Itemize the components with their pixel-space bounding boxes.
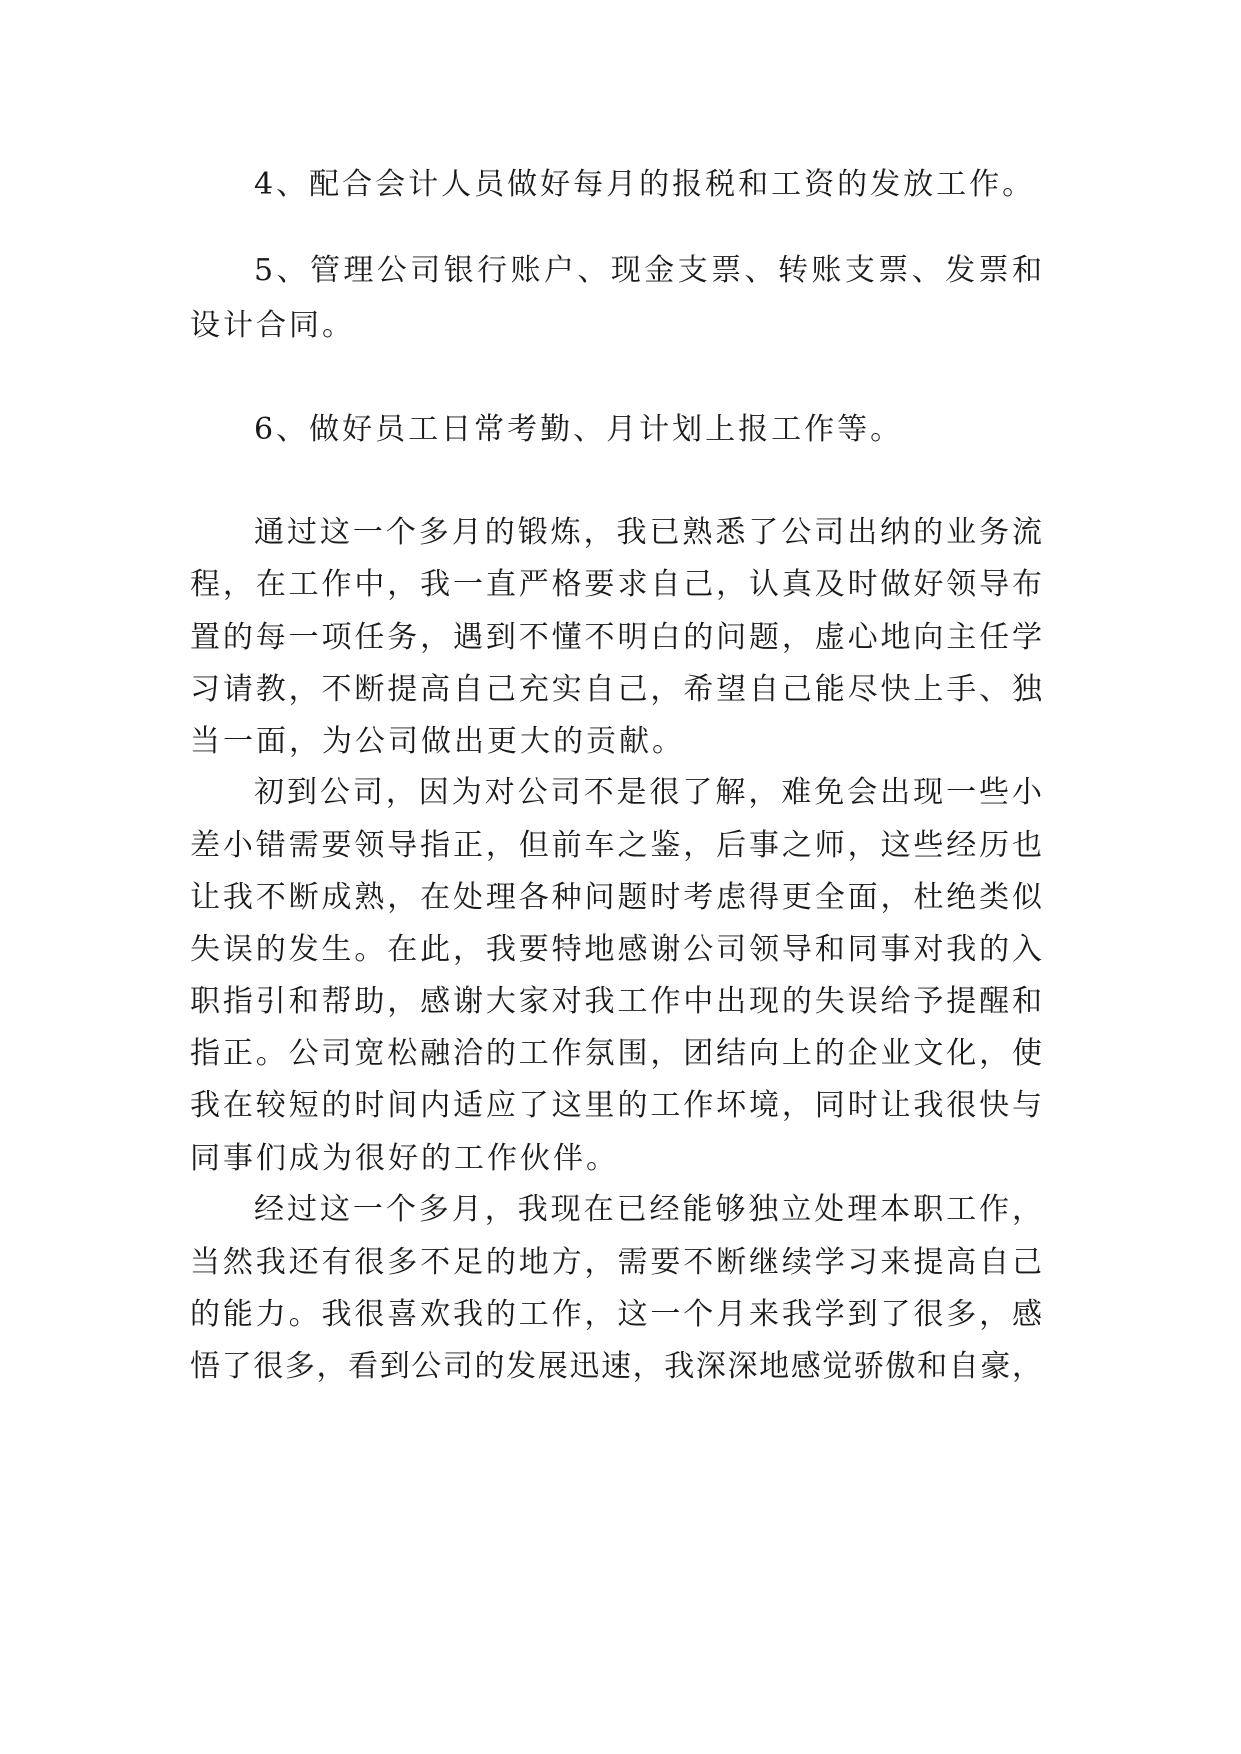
paragraph-1-line-5: 当一面，为公司做出更大的贡献。	[190, 724, 685, 759]
paragraph-3-line-3: 的能力。我很喜欢我的工作，这一个月来我学到了很多，感	[190, 1297, 1042, 1332]
paragraph-1-line-2: 程，在工作中，我一直严格要求自己，认真及时做好领导布	[190, 567, 1042, 602]
paragraph-2-line-3: 让我不断成熟，在处理各种问题时考虑得更全面，杜绝类似	[190, 880, 1042, 915]
list-item-6: 6、做好员工日常考勤、月计划上报工作等。	[254, 412, 904, 447]
paragraph-2-line-8: 同事们成为很好的工作伙伴。	[190, 1141, 619, 1176]
paragraph-1-line-4: 习请教，不断提高自己充实自己，希望自己能尽快上手、独	[190, 672, 1042, 707]
paragraph-2-line-2: 差小错需要领导指正，但前车之鉴，后事之师，这些经历也	[190, 828, 1042, 863]
paragraph-2-line-5: 职指引和帮助，感谢大家对我工作中出现的失误给予提醒和	[190, 984, 1042, 1019]
paragraph-1-line-3: 置的每一项任务，遇到不懂不明白的问题，虚心地向主任学	[190, 620, 1042, 655]
paragraph-2-line-4: 失误的发生。在此，我要特地感谢公司领导和同事对我的入	[190, 932, 1042, 967]
list-item-4: 4、配合会计人员做好每月的报税和工资的发放工作。	[254, 167, 1036, 202]
paragraph-2-line-7: 我在较短的时间内适应了这里的工作坏境，同时让我很快与	[190, 1088, 1042, 1123]
paragraph-3-line-4: 悟了很多，看到公司的发展迅速，我深深地感觉骄傲和自豪，	[190, 1349, 1042, 1384]
paragraph-3-line-1: 经过这一个多月，我现在已经能够独立处理本职工作，	[254, 1192, 1042, 1227]
paragraph-3-line-2: 当然我还有很多不足的地方，需要不断继续学习来提高自己	[190, 1245, 1042, 1280]
list-item-5-line-2: 设计合同。	[190, 308, 355, 343]
paragraph-1-line-1: 通过这一个多月的锻炼，我已熟悉了公司出纳的业务流	[254, 515, 1042, 550]
paragraph-2-line-1: 初到公司，因为对公司不是很了解，难免会出现一些小	[254, 775, 1042, 810]
paragraph-2-line-6: 指正。公司宽松融洽的工作氛围，团结向上的企业文化，使	[190, 1036, 1042, 1071]
list-item-5-line-1: 5、管理公司银行账户、现金支票、转账支票、发票和	[254, 253, 1042, 288]
